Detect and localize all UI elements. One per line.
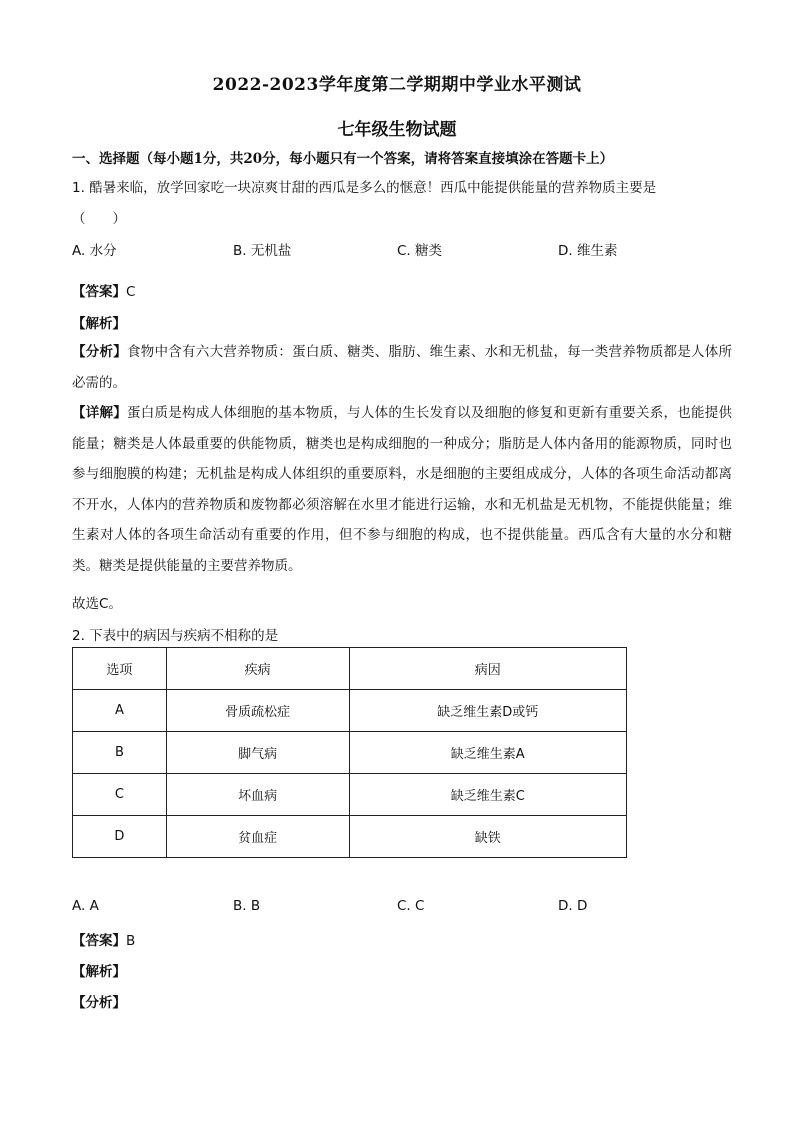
table-cell: 贫血症 [166,816,349,858]
answer-value: C [126,284,136,300]
jiexi-tag: 【解析】 [72,964,126,980]
disease-table [72,647,627,858]
answer-tag: 【答案】 [72,933,126,949]
table-cell: 坏血病 [166,774,349,816]
section-heading: 一、选择题（每小题1分，共20分，每小题只有一个答案，请将答案直接填涂在答题卡上） [72,151,614,167]
q1-option-a: A. 水分 [72,243,117,259]
q1-answer [72,280,135,300]
table-cell: 骨质疏松症 [166,690,349,732]
table-cell: 缺乏维生素D或钙 [349,690,627,732]
table-row [73,774,627,816]
table-cell: 缺乏维生素C [349,774,627,816]
q2-stem: 2. 下表中的病因与疾病不相称的是 [72,628,279,644]
fenxi-text: 食物中含有六大营养物质：蛋白质、糖类、脂肪、维生素、水和无机盐，每一类营养物质都是人体所必需的。 [72,344,733,391]
table-cell: C [73,774,167,816]
q1-conclusion: 故选C。 [72,596,122,612]
table-header-row [73,648,627,690]
table-row [73,816,627,858]
table-cell: A [73,690,167,732]
q2-jiexi [72,960,126,980]
answer-value: B [126,933,136,949]
table-header-cell: 选项 [73,648,167,690]
q1-option-c: C. 糖类 [397,243,443,259]
q2-option-c: C. C [397,898,425,914]
q1-fenxi [72,337,732,398]
q1-option-d: D. 维生素 [558,243,618,259]
table-cell: B [73,732,167,774]
q1-xiangjie [72,398,732,581]
q1-stem-paren: （ ） [72,211,126,227]
q2-option-a: A. A [72,898,99,914]
table-row [73,732,627,774]
table-cell: D [73,816,167,858]
table-header-cell: 病因 [349,648,627,690]
table-cell: 脚气病 [166,732,349,774]
exam-title: 2022-2023学年度第二学期期中学业水平测试 [212,75,582,95]
answer-tag: 【答案】 [72,284,126,300]
q1-option-b: B. 无机盐 [233,243,292,259]
q2-option-b: B. B [233,898,261,914]
q1-stem: 1. 酷暑来临，放学回家吃一块凉爽甘甜的西瓜是多么的惬意！西瓜中能提供能量的营养物质主要是 [72,180,657,196]
exam-subtitle: 七年级生物试题 [337,120,457,140]
fenxi-tag: 【分析】 [72,344,128,360]
fenxi-tag: 【分析】 [72,995,126,1011]
q2-answer [72,929,135,949]
jiexi-tag: 【解析】 [72,316,126,332]
table-header-cell: 疾病 [166,648,349,690]
q1-jiexi [72,312,126,332]
xiangjie-tag: 【详解】 [72,405,128,421]
q2-option-d: D. D [558,898,588,914]
table-cell: 缺铁 [349,816,627,858]
xiangjie-text: 蛋白质是构成人体细胞的基本物质，与人体的生长发育以及细胞的修复和更新有重要关系，也能提供能量；糖类是人体最重要的供能物质，糖类也是构成细胞的一种成分；脂肪是人体内备用的能源物质，同时也参与细胞膜的构建；无机盐是构成人体组织的重要原料，水是细胞的主要组成成分，人体的各项生命活动都离不开水，人体内的营养物质和废物都必须溶解在水里才能进行运输，水和无机盐是无机物，不能提供能量；维生素对人体的各项生命活动有重要的作用，但不参与细胞的构成，也不提供能量。西瓜含有大量的水分和糖类。糖类是提供能量的主要营养物质。 [72,405,733,574]
table-row [73,690,627,732]
table-cell: 缺乏维生素A [349,732,627,774]
q2-fenxi [72,991,126,1011]
